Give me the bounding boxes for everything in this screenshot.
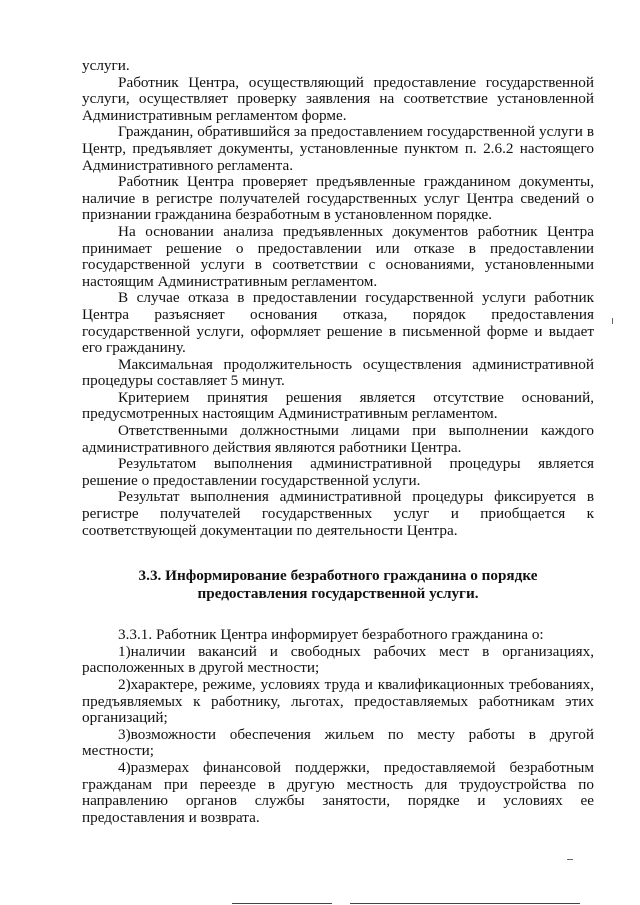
document-page <box>82 58 594 826</box>
paragraph: услуги. <box>82 57 130 74</box>
section-heading-line: предоставления государственной услуги. <box>197 585 479 603</box>
list-item: 1)наличии вакансий и свободных рабочих мест в организациях, расположенных в другой местности; <box>82 642 594 677</box>
page-edge-line <box>350 903 580 904</box>
paragraph: На основании анализа предъявленных документов работник Центра принимает решение о предоставлении или отказе в предоставлении государственной услуги в соответствии с основаниями, установленными настоящим Административным регламентом. <box>82 222 594 290</box>
list-item: 4)размерах финансовой поддержки, предоставляемой безработным гражданам при переезде в другую местность для трудоустройства по направлению органов службы занятости, порядке и условиях ее предоставления и возврата. <box>82 758 594 826</box>
scan-mark <box>612 318 613 324</box>
paragraph: Результатом выполнения административной процедуры является решение о предоставлении государственной услуги. <box>82 455 594 489</box>
paragraph: Гражданин, обратившийся за предоставлением государственной услуги в Центр, предъявляет документы, установленные пунктом п. 2.6.2 настоящего Административного регламента. <box>82 123 594 174</box>
list-item: 3)возможности обеспечения жильем по месту работы в другой местности; <box>82 725 594 760</box>
scan-mark <box>567 859 573 860</box>
paragraph: Ответственными должностными лицами при выполнении каждого административного действия являются работники Центра. <box>82 422 594 456</box>
paragraph: Работник Центра, осуществляющий предоставление государственной услуги, осуществляет проверку заявления на соответствие установленной Административным регламентом форме. <box>82 73 594 124</box>
paragraph: Максимальная продолжительность осуществления административной процедуры составляет 5 минут. <box>82 355 594 390</box>
paragraph: Результат выполнения административной процедуры фиксируется в регистре получателей государственных услуг и приобщается к соответствующей документации по деятельности Центра. <box>82 488 594 539</box>
section-heading-line: 3.3. Информирование безработного гражданина о порядке <box>138 567 538 585</box>
paragraph: В случае отказа в предоставлении государственной услуги работник Центра разъясняет основания отказа, порядок предоставления государственной услуги, оформляет решение в письменной форме и выдает его гражданину. <box>82 289 594 357</box>
paragraph: Критерием принятия решения является отсутствие оснований, предусмотренных настоящим Административным регламентом. <box>82 388 594 423</box>
page-edge-line <box>232 903 332 904</box>
list-item: 2)характере, режиме, условиях труда и квалификационных требованиях, предъявляемых к работнику, льготах, предоставляемых работникам этих организаций; <box>82 676 594 727</box>
section-heading <box>82 567 594 603</box>
paragraph: Работник Центра проверяет предъявленные гражданином документы, наличие в регистре получателей государственных услуг Центра сведений о признании гражданина безработным в установленном порядке. <box>82 173 594 224</box>
spacer <box>82 603 594 627</box>
paragraph: 3.3.1. Работник Центра информирует безработного гражданина о: <box>118 626 544 644</box>
